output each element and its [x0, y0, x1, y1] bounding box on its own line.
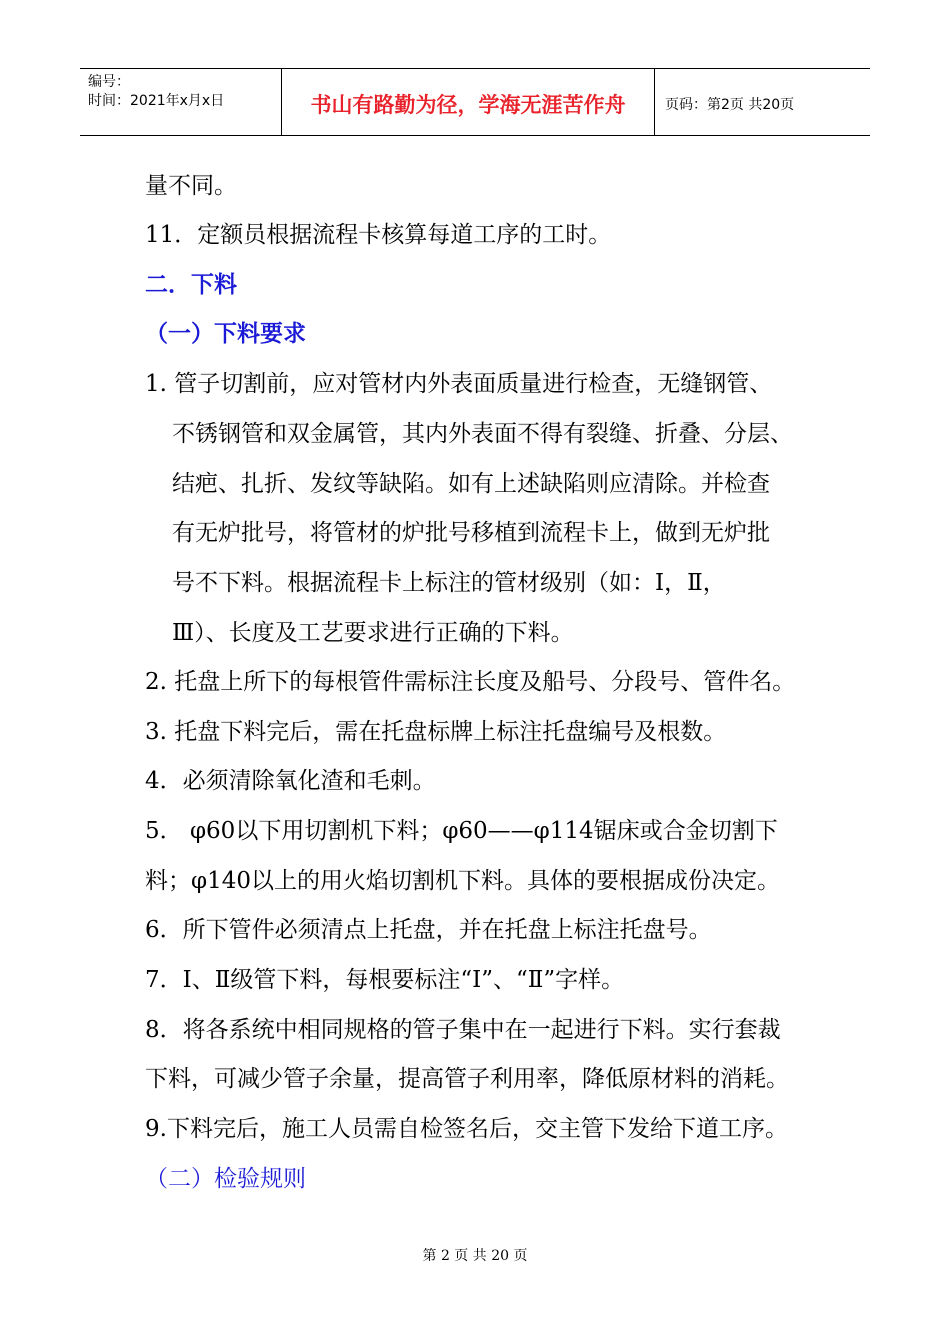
page-header	[80, 68, 870, 136]
paragraph-line: 3. 托盘下料完后，需在托盘标牌上标注托盘编号及根数。	[145, 719, 727, 745]
paragraph-line: 不锈钢管和双金属管，其内外表面不得有裂缝、折叠、分层、	[172, 421, 793, 447]
header-page-info: 页码：第2页 共20页	[665, 97, 795, 113]
header-motto: 书山有路勤为径，学海无涯苦作舟	[282, 69, 655, 135]
paragraph-line: 下料，可减少管子余量，提高管子利用率，降低原材料的消耗。	[145, 1066, 789, 1092]
time-label: 时间：2021年x月x日	[88, 93, 225, 109]
paragraph-line: 号不下料。根据流程卡上标注的管材级别（如：Ⅰ，Ⅱ，	[172, 570, 726, 596]
page-footer: 第 2 页 共 20 页	[422, 1248, 528, 1264]
paragraph-line: 2. 托盘上所下的每根管件需标注长度及船号、分段号、管件名。	[145, 669, 796, 695]
paragraph-line: 料；φ140以上的用火焰切割机下料。具体的要根据成份决定。	[145, 868, 781, 894]
paragraph-line: 5． φ60以下用切割机下料；φ60——φ114锯床或合金切割下	[145, 818, 778, 844]
paragraph-line: 1. 管子切割前，应对管材内外表面质量进行检查，无缝钢管、	[145, 371, 773, 397]
paragraph-line: Ⅲ）、长度及工艺要求进行正确的下料。	[172, 620, 574, 646]
paragraph-line: 量不同。	[145, 173, 237, 199]
paragraph-line: 7．Ⅰ、Ⅱ级管下料，每根要标注“Ⅰ”、“Ⅱ”字样。	[145, 967, 625, 993]
paragraph-line: 8．将各系统中相同规格的管子集中在一起进行下料。实行套裁	[145, 1017, 781, 1043]
paragraph-line: 9.下料完后，施工人员需自检签名后，交主管下发给下道工序。	[145, 1116, 788, 1142]
subsection-heading: （二）检验规则	[145, 1166, 306, 1192]
paragraph-line: 6．所下管件必须清点上托盘，并在托盘上标注托盘号。	[145, 917, 712, 943]
number-label: 编号：	[88, 74, 130, 90]
header-meta	[80, 69, 282, 135]
subsection-heading: （一）下料要求	[145, 320, 306, 347]
paragraph-line: 4．必须清除氧化渣和毛刺。	[145, 768, 436, 794]
paragraph-line: 有无炉批号，将管材的炉批号移植到流程卡上，做到无炉批	[172, 520, 770, 546]
paragraph-line: 11．定额员根据流程卡核算每道工序的工时。	[145, 222, 612, 248]
paragraph-line: 结疤、扎折、发纹等缺陷。如有上述缺陷则应清除。并检查	[172, 471, 770, 497]
section-heading: 二．下料	[145, 271, 237, 298]
